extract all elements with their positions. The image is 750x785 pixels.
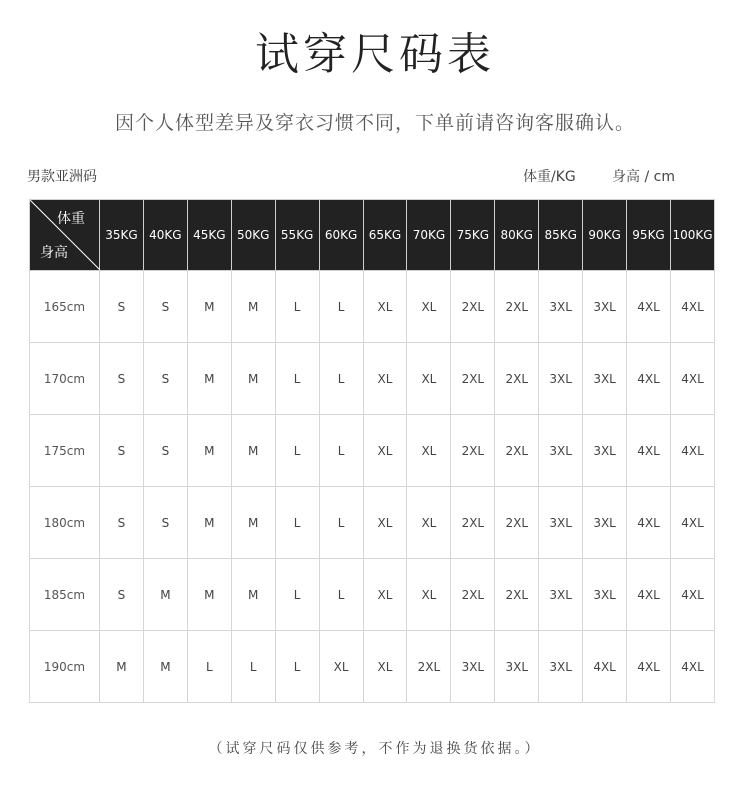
size-cell: XL bbox=[363, 271, 407, 343]
size-cell: XL bbox=[363, 415, 407, 487]
size-cell: M bbox=[231, 271, 275, 343]
size-cell: 4XL bbox=[627, 271, 671, 343]
size-cell: M bbox=[100, 631, 144, 703]
size-cell: S bbox=[100, 415, 144, 487]
size-cell: 3XL bbox=[583, 487, 627, 559]
size-chart-table bbox=[29, 199, 715, 703]
size-cell: 4XL bbox=[670, 487, 714, 559]
size-cell: 4XL bbox=[670, 271, 714, 343]
size-cell: XL bbox=[363, 631, 407, 703]
size-cell: M bbox=[231, 343, 275, 415]
size-cell: 4XL bbox=[670, 559, 714, 631]
size-cell: M bbox=[231, 415, 275, 487]
size-cell: 4XL bbox=[583, 631, 627, 703]
size-cell: 3XL bbox=[583, 415, 627, 487]
size-cell: XL bbox=[363, 343, 407, 415]
size-cell: XL bbox=[407, 559, 451, 631]
height-cell: 165cm bbox=[30, 271, 100, 343]
size-cell: XL bbox=[407, 487, 451, 559]
size-cell: 2XL bbox=[451, 343, 495, 415]
size-cell: L bbox=[319, 487, 363, 559]
height-cell: 170cm bbox=[30, 343, 100, 415]
size-cell: S bbox=[100, 487, 144, 559]
size-cell: M bbox=[231, 487, 275, 559]
size-cell: 4XL bbox=[627, 487, 671, 559]
corner-header-cell bbox=[30, 200, 100, 271]
size-cell: XL bbox=[363, 559, 407, 631]
size-cell: 2XL bbox=[495, 559, 539, 631]
table-row bbox=[30, 631, 715, 703]
size-cell: L bbox=[275, 631, 319, 703]
size-cell: S bbox=[100, 343, 144, 415]
size-cell: 2XL bbox=[451, 487, 495, 559]
size-cell: L bbox=[319, 559, 363, 631]
size-cell: XL bbox=[363, 487, 407, 559]
size-cell: 3XL bbox=[451, 631, 495, 703]
size-cell: M bbox=[187, 343, 231, 415]
size-cell: 2XL bbox=[451, 271, 495, 343]
size-cell: 3XL bbox=[539, 343, 583, 415]
weight-header-cell: 90KG bbox=[583, 200, 627, 271]
size-cell: L bbox=[275, 343, 319, 415]
size-cell: 4XL bbox=[627, 343, 671, 415]
size-cell: S bbox=[143, 487, 187, 559]
weight-header-cell: 45KG bbox=[187, 200, 231, 271]
size-cell: S bbox=[100, 559, 144, 631]
size-cell: S bbox=[143, 271, 187, 343]
table-row bbox=[30, 271, 715, 343]
table-row bbox=[30, 343, 715, 415]
table-row bbox=[30, 415, 715, 487]
size-cell: 3XL bbox=[539, 271, 583, 343]
height-cell: 180cm bbox=[30, 487, 100, 559]
size-cell: 2XL bbox=[451, 559, 495, 631]
size-cell: L bbox=[275, 271, 319, 343]
size-cell: XL bbox=[407, 271, 451, 343]
weight-header-cell: 60KG bbox=[319, 200, 363, 271]
size-cell: L bbox=[187, 631, 231, 703]
size-cell: S bbox=[100, 271, 144, 343]
size-cell: 3XL bbox=[539, 415, 583, 487]
size-cell: 4XL bbox=[627, 415, 671, 487]
size-cell: 2XL bbox=[451, 415, 495, 487]
size-cell: L bbox=[275, 415, 319, 487]
height-cell: 175cm bbox=[30, 415, 100, 487]
size-cell: 4XL bbox=[670, 631, 714, 703]
weight-header-cell: 55KG bbox=[275, 200, 319, 271]
weight-header-cell: 100KG bbox=[670, 200, 714, 271]
size-cell: 3XL bbox=[495, 631, 539, 703]
size-cell: 2XL bbox=[495, 343, 539, 415]
size-cell: 3XL bbox=[539, 631, 583, 703]
weight-header-cell: 40KG bbox=[143, 200, 187, 271]
size-cell: M bbox=[187, 271, 231, 343]
corner-height-label: 身高 bbox=[40, 245, 68, 261]
size-cell: 3XL bbox=[539, 487, 583, 559]
size-cell: 4XL bbox=[670, 343, 714, 415]
size-cell: 2XL bbox=[495, 415, 539, 487]
page-title: 试穿尺码表 bbox=[255, 29, 495, 80]
size-cell: 2XL bbox=[407, 631, 451, 703]
size-cell: 3XL bbox=[583, 343, 627, 415]
size-cell: L bbox=[231, 631, 275, 703]
size-cell: L bbox=[275, 559, 319, 631]
size-cell: XL bbox=[407, 415, 451, 487]
table-row bbox=[30, 487, 715, 559]
size-cell: 3XL bbox=[539, 559, 583, 631]
size-cell: 3XL bbox=[583, 271, 627, 343]
size-cell: 4XL bbox=[627, 559, 671, 631]
weight-header-cell: 85KG bbox=[539, 200, 583, 271]
corner-weight-label: 体重 bbox=[57, 211, 85, 227]
size-cell: S bbox=[143, 343, 187, 415]
weight-header-cell: 70KG bbox=[407, 200, 451, 271]
height-cell: 185cm bbox=[30, 559, 100, 631]
size-cell: 3XL bbox=[583, 559, 627, 631]
size-cell: M bbox=[231, 559, 275, 631]
size-cell: 2XL bbox=[495, 271, 539, 343]
page-subtitle: 因个人体型差异及穿衣习惯不同，下单前请咨询客服确认。 bbox=[114, 112, 635, 134]
chart-label: 男款亚洲码 bbox=[27, 169, 97, 185]
height-unit-label: 身高 / cm bbox=[612, 169, 675, 185]
weight-header-cell: 95KG bbox=[627, 200, 671, 271]
weight-header-cell: 75KG bbox=[451, 200, 495, 271]
size-cell: L bbox=[319, 343, 363, 415]
size-cell: M bbox=[187, 415, 231, 487]
size-cell: L bbox=[319, 415, 363, 487]
size-cell: XL bbox=[407, 343, 451, 415]
size-cell: M bbox=[187, 487, 231, 559]
weight-unit-label: 体重/KG bbox=[523, 169, 576, 185]
size-cell: 4XL bbox=[670, 415, 714, 487]
weight-header-cell: 50KG bbox=[231, 200, 275, 271]
header-row bbox=[30, 200, 715, 271]
size-cell: 2XL bbox=[495, 487, 539, 559]
size-cell: M bbox=[187, 559, 231, 631]
weight-header-cell: 65KG bbox=[363, 200, 407, 271]
table-row bbox=[30, 559, 715, 631]
size-cell: L bbox=[319, 271, 363, 343]
weight-header-cell: 80KG bbox=[495, 200, 539, 271]
size-cell: S bbox=[143, 415, 187, 487]
size-cell: 4XL bbox=[627, 631, 671, 703]
size-cell: XL bbox=[319, 631, 363, 703]
footnote: （试穿尺码仅供参考，不作为退换货依据。） bbox=[208, 741, 542, 757]
size-cell: L bbox=[275, 487, 319, 559]
size-cell: M bbox=[143, 631, 187, 703]
size-cell: M bbox=[143, 559, 187, 631]
height-cell: 190cm bbox=[30, 631, 100, 703]
weight-header-cell: 35KG bbox=[100, 200, 144, 271]
